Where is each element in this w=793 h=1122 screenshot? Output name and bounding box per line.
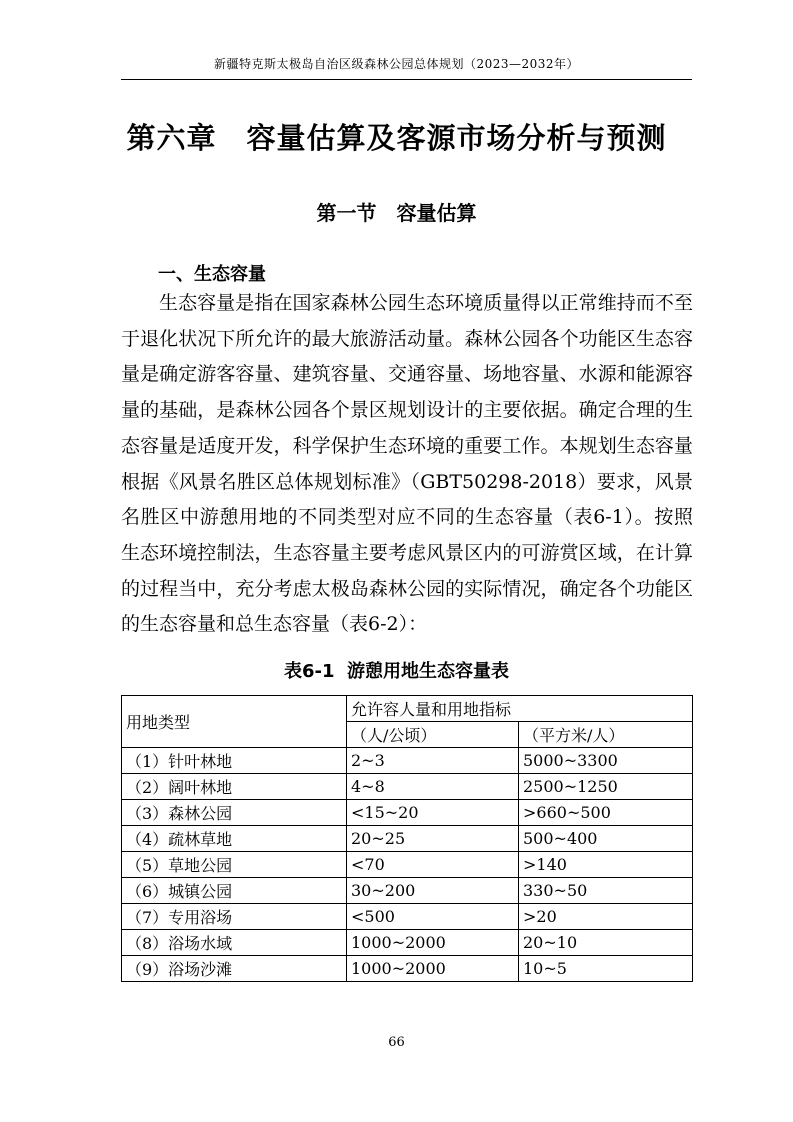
cell-area-per-person: >140 (519, 852, 693, 878)
table-row (122, 748, 693, 774)
cell-land-type: （5）草地公园 (122, 852, 347, 878)
cell-density: 30~200 (347, 878, 519, 904)
cell-density: 1000~2000 (347, 956, 519, 982)
page-number: 66 (388, 1035, 405, 1050)
cell-land-type: （4）疏林草地 (122, 826, 347, 852)
cell-area-per-person: 330~50 (519, 878, 693, 904)
table-caption: 表6-1 游憩用地生态容量表 (283, 661, 510, 682)
cell-land-type: （3）森林公园 (122, 800, 347, 826)
cell-land-type: （2）阔叶林地 (122, 774, 347, 800)
cell-area-per-person: 500~400 (519, 826, 693, 852)
cell-area-per-person: 20~10 (519, 930, 693, 956)
section-title: 第一节 容量估算 (316, 201, 477, 225)
cell-area-per-person: >20 (519, 904, 693, 930)
cell-land-type: （6）城镇公园 (122, 878, 347, 904)
table-body (122, 748, 693, 982)
subheading: 一、生态容量 (158, 264, 266, 285)
col-header-unit-area: （平方米/人） (519, 722, 693, 748)
table-row (122, 826, 693, 852)
cell-area-per-person: 2500~1250 (519, 774, 693, 800)
table-row (122, 956, 693, 982)
running-header: 新疆特克斯太极岛自治区级森林公园总体规划（2023—2032年） (213, 57, 580, 71)
table-row (122, 800, 693, 826)
cell-density: 1000~2000 (347, 930, 519, 956)
cell-area-per-person: >660~500 (519, 800, 693, 826)
col-header-unit-density: （人/公顷） (347, 722, 519, 748)
table-row (122, 852, 693, 878)
table-row (122, 878, 693, 904)
cell-density: <500 (347, 904, 519, 930)
cell-density: 2~3 (347, 748, 519, 774)
cell-land-type: （1）针叶林地 (122, 748, 347, 774)
body-paragraph: 生态容量是指在国家森林公园生态环境质量得以正常维持而不至于退化状况下所允许的最大旅游活动量。森林公园各个功能区生态容量是确定游客容量、建筑容量、交通容量、场地容量、水源和能源容量的基础，是森林公园各个景区规划设计的主要依据。确定合理的生态容量是适度开发，科学保护生态环境的重要工作。本规划生态容量根据《风景名胜区总体规划标准》（GBT50298-2018）要求，风景名胜区中游憩用地的不同类型对应不同的生态容量（表6-1）。按照生态环境控制法，生态容量主要考虑风景区内的可游赏区域，在计算的过程当中，充分考虑太极岛森林公园的实际情况，确定各个功能区的生态容量和总生态容量（表6-2）： (121, 292, 693, 636)
cell-land-type: （8）浴场水域 (122, 930, 347, 956)
col-header-land-type: 用地类型 (122, 696, 347, 748)
table-row (122, 774, 693, 800)
header-rule (121, 79, 692, 80)
table-row (122, 904, 693, 930)
capacity-table (121, 695, 693, 982)
cell-density: <70 (347, 852, 519, 878)
col-header-capacity-group: 允许容人量和用地指标 (347, 696, 693, 722)
cell-density: 20~25 (347, 826, 519, 852)
chapter-title: 第六章 容量估算及客源市场分析与预测 (126, 121, 667, 155)
table-row (122, 930, 693, 956)
cell-density: 4~8 (347, 774, 519, 800)
cell-density: <15~20 (347, 800, 519, 826)
cell-area-per-person: 10~5 (519, 956, 693, 982)
table-header-row (122, 696, 693, 722)
cell-land-type: （9）浴场沙滩 (122, 956, 347, 982)
cell-land-type: （7）专用浴场 (122, 904, 347, 930)
cell-area-per-person: 5000~3300 (519, 748, 693, 774)
